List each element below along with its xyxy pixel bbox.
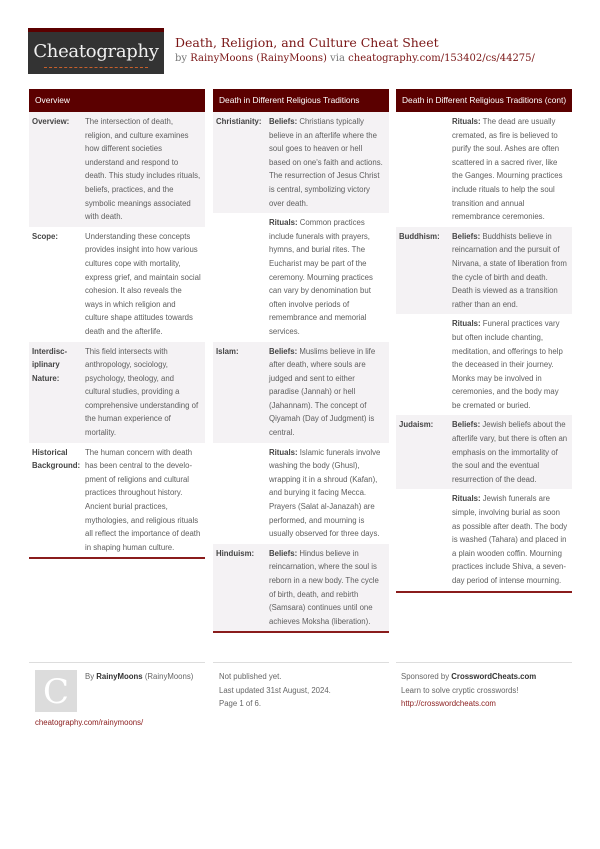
sponsor-line [401, 670, 536, 684]
section-religious-traditions [213, 89, 389, 633]
section-religious-traditions-cont [396, 89, 572, 593]
row-key: Historical Background: [32, 447, 81, 471]
row-label: Beliefs: [452, 231, 481, 241]
row-label: Beliefs: [269, 548, 298, 558]
row-value [452, 115, 568, 224]
table-row [29, 342, 205, 443]
table-row [396, 415, 572, 489]
author-link[interactable]: RainyMoons (RainyMoons) [190, 53, 327, 64]
section-header: Death in Different Religious Traditions (cont) [396, 89, 572, 112]
table-row [396, 489, 572, 590]
footer-divider [213, 662, 389, 663]
row-value [452, 317, 568, 412]
row-label: Rituals: [269, 447, 298, 457]
table-row [396, 112, 572, 227]
row-value: Understanding these concepts provides insight into how various cultures cope with mortality, express grief, and maintain social cohesion. It also reveals the ways in which religion and culture shape attitudes towards death and the afterlife. [85, 231, 201, 336]
row-value [269, 216, 385, 338]
section-header: Death in Different Religious Traditions [213, 89, 389, 112]
footer-author [85, 670, 193, 684]
table-row [213, 342, 389, 443]
sponsor-prefix: Sponsored by [401, 672, 450, 681]
table-row [213, 443, 389, 544]
table-row [29, 112, 205, 227]
by-prefix: by [175, 53, 188, 64]
section-header: Overview [29, 89, 205, 112]
sponsor-tagline: Learn to solve cryptic crosswords! [401, 685, 519, 695]
row-value [269, 345, 385, 440]
row-text: Jewish beliefs about the afterlife vary, but there is often an emphasis on the immortality of the soul and the eventual resurrection of the dead. [452, 420, 568, 484]
table-row [396, 314, 572, 415]
row-label: Beliefs: [269, 117, 298, 126]
row-label: Beliefs: [269, 346, 298, 356]
row-text: Buddhists believe in reincarnation and the pursuit of Nirvana, a state of liberation from the cycle of birth and death. Death is viewed as a transition rather than an end. [452, 231, 567, 309]
table-row [213, 112, 389, 213]
cheatography-logo[interactable] [28, 28, 164, 74]
table-row [213, 213, 389, 341]
table-row [213, 544, 389, 632]
row-value [452, 418, 568, 486]
row-key [399, 115, 452, 224]
row-key: Scope: [32, 231, 58, 241]
row-key: Hinduism: [216, 548, 255, 558]
sponsor-url-link[interactable]: http://crosswordcheats.com [401, 699, 496, 708]
row-text: Funeral practices vary but often include chanting, meditation, and offerings to help the deceased in their journey. Monks may be involved in ceremonies, and the body may be cremated or buried. [452, 319, 563, 410]
row-label: Beliefs: [452, 420, 481, 430]
logo-text: Cheatography [33, 41, 159, 62]
page-title: Death, Religion, and Culture Cheat Sheet [175, 35, 439, 50]
page-number: Page 1 of 6. [219, 699, 262, 708]
via-text: via [330, 53, 345, 64]
byline [175, 53, 535, 64]
row-label: Rituals: [452, 117, 481, 126]
row-text: Jewish funerals are simple, involving burial as soon as possible after death. The body is washed (Tahara) and placed in a plain wooden coffin. Mourning practices include Shiva, a seven-day period of intense mourning. [452, 494, 568, 585]
row-value: This field intersects with anthropology, sociology, psychology, theology, and cultural studies, providing a comprehensive understanding of the human experience of mortality. [85, 346, 199, 438]
table-row [396, 227, 572, 315]
row-text: The dead are usually cremated, as fire is believed to purify the soul. Ashes are often scattered in a sacred river, like the Ganges. Mourning practices include rituals to help the soul transition and annual remembrance ceremonies. [452, 117, 563, 222]
last-updated: Last updated 31st August, 2024. [219, 685, 331, 695]
logo-underline [44, 66, 148, 68]
row-key: Judaism: [399, 420, 434, 430]
by-prefix: By [85, 672, 95, 681]
row-text: Islamic funerals involve washing the body (Ghusl), wrapping it in a shroud (Kafan), and burying it facing Mecca. Prayers (Salat al-Janazah) are performed, and mourning is usually observed for three days. [269, 447, 381, 539]
section-overview [29, 89, 205, 559]
footer-divider [29, 662, 205, 663]
table-row [29, 443, 205, 558]
row-key [399, 317, 452, 412]
row-label: Rituals: [269, 218, 298, 228]
sheet-url-link[interactable]: cheatography.com/153402/cs/44275/ [348, 53, 535, 64]
row-value [269, 115, 385, 210]
row-text: Hindus believe in reincarnation, where the soul is reborn in a new body. The cycle of birth, death, and rebirth (Samsara) continues until one achieves Moksha (liberation). [269, 548, 379, 626]
row-value [269, 547, 385, 629]
row-key: Islam: [216, 346, 239, 356]
author-name-link[interactable]: RainyMoons [96, 672, 143, 681]
column-3 [396, 89, 572, 593]
row-key: Buddhism: [399, 231, 440, 241]
footer-meta [219, 670, 331, 711]
row-text: Christians typically believe in an afterlife where the soul goes to heaven or hell based on one's faith and actions. The resurrection of Jesus Christ is central, symbolizing victory over death. [269, 117, 383, 208]
row-key [216, 216, 269, 338]
row-key [399, 492, 452, 587]
row-key: Interdisciplinary Nature: [32, 346, 68, 383]
row-value [269, 446, 385, 541]
row-key [216, 446, 269, 541]
row-key: Overview: [32, 117, 70, 126]
table-row [29, 227, 205, 342]
row-value: The intersection of death, religion, and culture examines how different societies understand and respond to death. This study includes rituals, beliefs, practices, and the symbolic meanings associated with death. [85, 117, 201, 222]
avatar[interactable]: C [35, 670, 77, 712]
footer-sponsor [401, 670, 536, 711]
row-label: Rituals: [452, 319, 481, 329]
row-label: Rituals: [452, 494, 481, 504]
row-key: Christianity: [216, 117, 262, 126]
author-profile-link[interactable]: cheatography.com/rainymoons/ [35, 718, 144, 727]
sponsor-name-link[interactable]: CrosswordCheats.com [451, 672, 537, 681]
column-2 [213, 89, 389, 633]
row-value: The human concern with death has been central to the development of religions and cultural practices throughout history. Ancient burial practices, mythologies, and religious rituals all reflect the importance of death in shaping human culture. [85, 447, 201, 552]
author-handle: (RainyMoons) [144, 672, 194, 681]
row-value [452, 230, 568, 312]
row-value [452, 492, 568, 587]
row-text: Common practices include funerals with prayers, hymns, and burial rites. The Eucharist may be part of the ceremony. Mourning practices can vary by denomination but often involve periods of remembrance and memorial services. [269, 218, 373, 336]
column-1 [29, 89, 205, 559]
row-text: Muslims believe in life after death, where souls are judged and sent to either paradise (Jannah) or hell (Jahannam). The concept of Qiyamah (Day of Judgment) is central. [269, 346, 376, 438]
footer-divider [396, 662, 572, 663]
publish-status: Not published yet. [219, 672, 282, 681]
